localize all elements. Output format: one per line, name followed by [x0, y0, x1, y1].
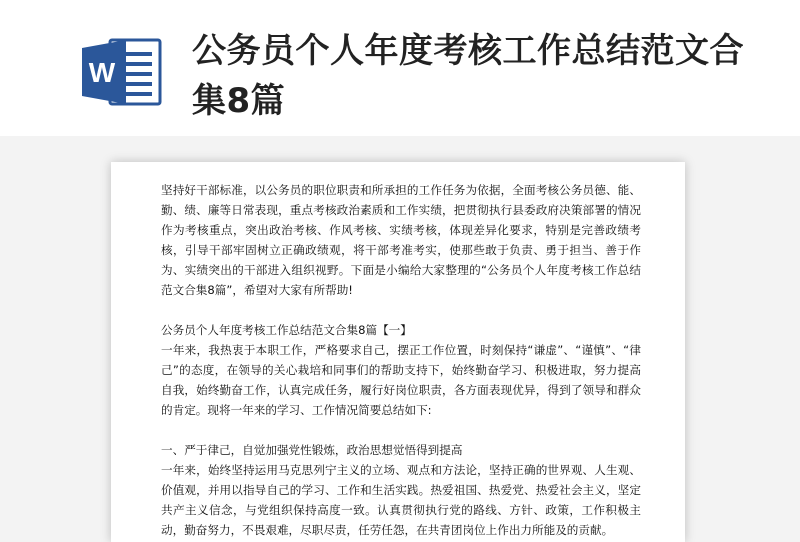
subheading: 一、严于律己，自觉加强党性锻炼，政治思想觉悟得到提高	[161, 443, 463, 457]
paragraph-gap	[161, 300, 641, 320]
word-document-icon	[80, 36, 166, 108]
section-paragraph: 一年来，我热衷于本职工作，严格要求自己，摆正工作位置，时刻保持“谦虚”、“谨慎”、“律己”的态度，在领导的关心栽培和同事们的帮助支持下，始终勤奋学习、积极进取，努力提高自我，始终勤奋工作，认真完成任务，履行好岗位职责，各方面表现优异，得到了领导和群众的肯定。现将一年来的学习、工作情况简要总结如下:	[161, 343, 641, 417]
paragraph-gap	[161, 420, 641, 440]
document-page	[111, 162, 685, 542]
header-band	[0, 0, 800, 136]
intro-paragraph: 坚持好干部标准，以公务员的职位职责和所承担的工作任务为依据，全面考核公务员德、能、勤、绩、廉等日常表现，重点考核政治素质和工作实绩，把贯彻执行县委政府决策部署的情况作为考核重点，突出政治考核、作风考核、实绩考核，体现差异化要求，特别是完善政绩考核，引导干部牢固树立正确政绩观，将干部考准考实，使那些敢于负责、勇于担当、善于作为、实绩突出的干部进入组织视野。下面是小编给大家整理的“公务员个人年度考核工作总结范文合集8篇”，希望对大家有所帮助!	[161, 183, 641, 297]
section-title: 公务员个人年度考核工作总结范文合集8篇【一】	[161, 323, 412, 337]
document-title: 公务员个人年度考核工作总结范文合集8篇	[192, 31, 744, 121]
subsection-paragraph: 一年来，始终坚持运用马克思列宁主义的立场、观点和方法论，坚持正确的世界观、人生观、价值观，并用以指导自己的学习、工作和生活实践。热爱祖国、热爱党、热爱社会主义，坚定共产主义信念，与党组织保持高度一致。认真贯彻执行党的路线、方针、政策，工作积极主动，勤奋努力，不畏艰难，尽职尽责，任劳任怨，在共青团岗位上作出力所能及的贡献。	[161, 463, 641, 537]
document-body	[161, 180, 641, 540]
word-icon-letter: W	[88, 57, 116, 88]
